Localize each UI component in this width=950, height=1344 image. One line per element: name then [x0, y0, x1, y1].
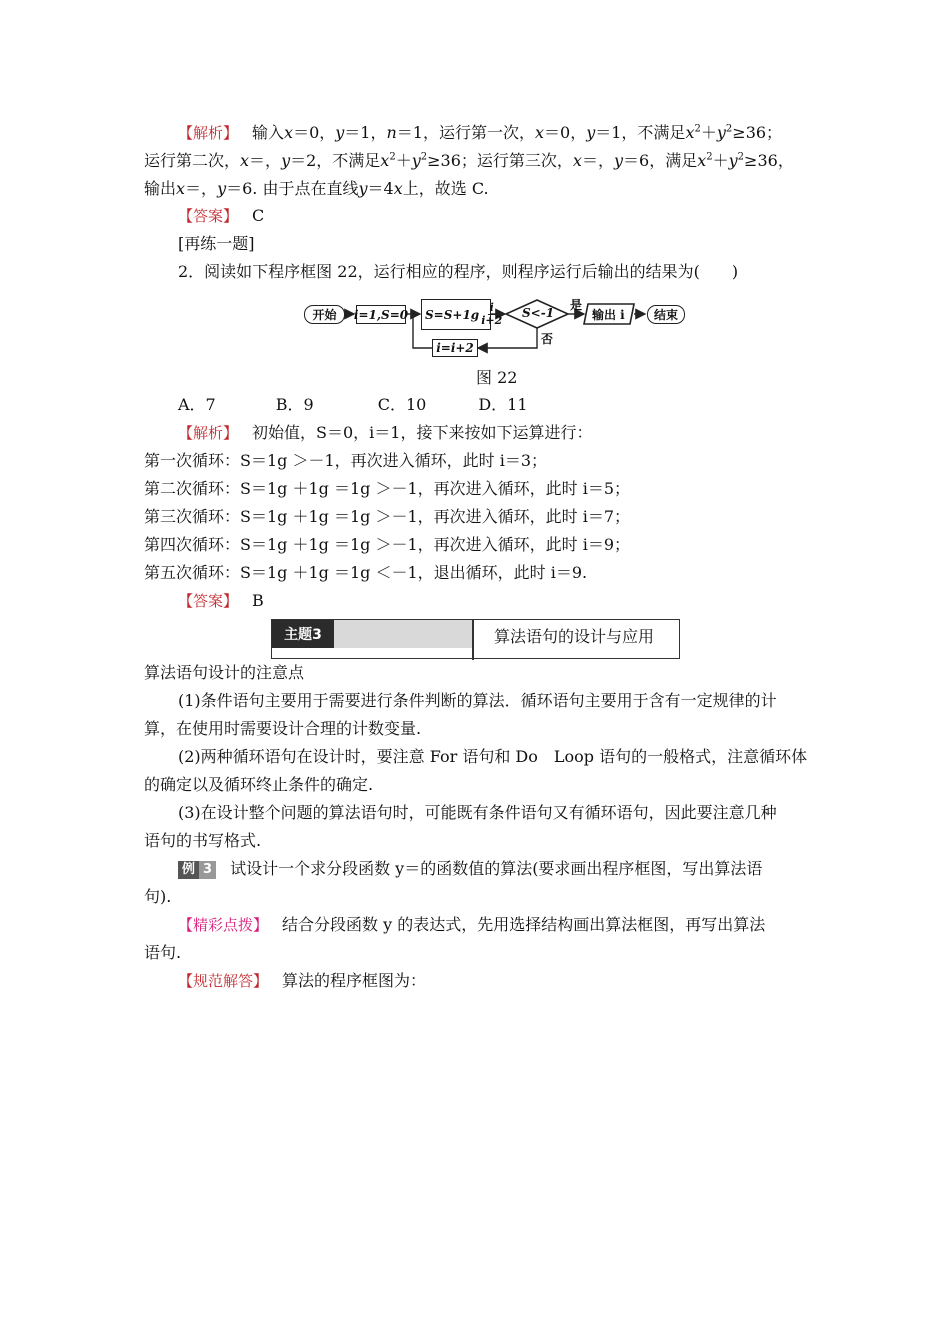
- hint-line-1: [178, 915, 765, 935]
- text: ＝1，运行第一次，: [396, 123, 535, 142]
- text: ＝6，满足: [623, 151, 698, 170]
- text: ＝0，: [293, 123, 336, 142]
- text: ＝，: [185, 179, 218, 198]
- text: ＋: [395, 151, 412, 170]
- example-icon: 例: [178, 861, 199, 879]
- text: ＝2，不满足: [290, 151, 381, 170]
- text: ＝，: [249, 151, 282, 170]
- var: x: [284, 123, 294, 142]
- var: x: [697, 151, 707, 170]
- note-3b: 语句的书写格式.: [144, 831, 262, 850]
- var: x: [176, 179, 186, 198]
- topic-divider: [472, 620, 474, 660]
- standard-solution-tag: 【规范解答】: [178, 972, 269, 990]
- var: y: [613, 151, 624, 170]
- var: x: [393, 179, 403, 198]
- solution2-intro: [178, 423, 592, 443]
- condition-text: S<-1: [522, 306, 555, 320]
- increment-box: i=i+2: [432, 339, 478, 357]
- start-terminal: 开始: [304, 305, 345, 324]
- text: 输入: [252, 123, 285, 142]
- analysis-tag: 【解析】: [178, 424, 239, 442]
- loop-line-2: 第二次循环：S＝1g ＋1g ＝1g ＞－1，再次进入循环，此时 i＝5；: [144, 479, 631, 498]
- var: y: [358, 179, 368, 198]
- loop-line-5: 第五次循环：S＝1g ＋1g ＝1g ＜－1，退出循环，此时 i＝9.: [144, 563, 588, 582]
- practice-label: [再练一题]: [178, 234, 255, 253]
- option-d: D．11: [478, 395, 528, 414]
- text: ≥36；运行第三次，: [427, 151, 573, 170]
- text: 上，故选 C.: [402, 179, 489, 198]
- var: y: [335, 123, 345, 142]
- intro-text: 初始值，S＝0，i＝1，接下来按如下运算进行：: [252, 423, 593, 442]
- example-text: 试设计一个求分段函数 y＝的函数值的算法(要求画出程序框图，写出算法语: [230, 859, 763, 878]
- topic-title: 算法语句的设计与应用: [494, 627, 655, 646]
- text: ＝1，不满足: [595, 123, 686, 142]
- solution-line-1: [178, 123, 782, 143]
- var: y: [217, 179, 227, 198]
- exponent: 2: [725, 123, 733, 135]
- exponent: 2: [389, 151, 396, 163]
- options-row: [178, 395, 528, 415]
- exponent: 2: [420, 151, 428, 163]
- text: ≥36；: [732, 123, 783, 142]
- var: y: [281, 151, 291, 170]
- end-terminal: 结束: [647, 305, 685, 324]
- var: x: [240, 151, 250, 170]
- exponent: 2: [694, 123, 701, 135]
- note-3a: (3)在设计整个问题的算法语句时，可能既有条件语句又有循环语句，因此要注意几种: [178, 803, 777, 822]
- option-c: C．10: [377, 395, 427, 414]
- text: 输出: [144, 179, 177, 198]
- standard-solution-line: [178, 971, 426, 991]
- text: ＝4: [367, 179, 394, 198]
- note-1b: 算，在使用时需要设计合理的计数变量.: [144, 719, 422, 738]
- fraction-numerator: i: [489, 301, 494, 314]
- notes-heading: 算法语句设计的注意点: [144, 663, 305, 682]
- solution-line-3: [144, 179, 489, 199]
- text: ＋: [712, 151, 729, 170]
- answer-line-1: [178, 206, 264, 226]
- answer-value: B: [252, 591, 264, 610]
- answer-value: C: [252, 206, 265, 225]
- var: n: [386, 123, 397, 142]
- text: ＝，: [581, 151, 614, 170]
- option-a: A．7: [178, 395, 216, 414]
- var: y: [728, 151, 738, 170]
- yes-label: 是: [570, 298, 583, 312]
- var: x: [572, 151, 582, 170]
- var: y: [586, 123, 596, 142]
- question-2: 2．阅读如下程序框图 22，运行相应的程序，则程序运行后输出的结果为( ): [178, 262, 739, 281]
- var: y: [411, 151, 421, 170]
- text: ＋: [700, 123, 717, 142]
- assign-text: S=S+1g: [425, 307, 480, 322]
- note-2a: (2)两种循环语句在设计时，要注意 For 语句和 Do Loop 语句的一般格式，注意循环体: [178, 747, 808, 766]
- hint-tag: 【精彩点拨】: [178, 916, 269, 934]
- text: ≥36，: [744, 151, 794, 170]
- example-number: 3: [199, 861, 216, 879]
- var: x: [534, 123, 545, 142]
- no-label: 否: [541, 332, 554, 346]
- note-1a: (1)条件语句主要用于需要进行条件判断的算法．循环语句主要用于含有一定规律的计: [178, 691, 777, 710]
- answer-tag: 【答案】: [178, 592, 239, 610]
- text: ＝1，: [344, 123, 387, 142]
- topic-label: 主题3: [272, 620, 334, 648]
- exponent: 2: [737, 151, 745, 163]
- fraction-denominator: i+2: [481, 314, 503, 327]
- figure-caption: 图 22: [476, 368, 518, 387]
- loop-line-1: 第一次循环：S＝1g ＞－1，再次进入循环，此时 i＝3；: [144, 451, 548, 470]
- note-2b: 的确定以及循环终止条件的确定.: [144, 775, 374, 794]
- var: x: [380, 151, 390, 170]
- init-box: i=1,S=0: [356, 305, 406, 324]
- option-b: B．9: [275, 395, 314, 414]
- fraction: [481, 302, 502, 327]
- answer-line-2: [178, 591, 264, 611]
- loop-line-4: 第四次循环：S＝1g ＋1g ＝1g ＞－1，再次进入循环，此时 i＝9；: [144, 535, 631, 554]
- assign-box: [421, 299, 503, 330]
- example-line-2: 句).: [144, 887, 172, 906]
- example-line-1: [178, 859, 762, 879]
- text: ＝0，: [544, 123, 587, 142]
- exponent: 2: [706, 151, 713, 163]
- var: x: [685, 123, 695, 142]
- hint-text: 结合分段函数 y 的表达式，先用选择结构画出算法框图，再写出算法: [282, 915, 766, 934]
- analysis-tag: 【解析】: [178, 124, 239, 142]
- answer-tag: 【答案】: [178, 207, 239, 225]
- text: 运行第二次，: [144, 151, 241, 170]
- topic-banner: [271, 619, 680, 659]
- loop-line-3: 第三次循环：S＝1g ＋1g ＝1g ＞－1，再次进入循环，此时 i＝7；: [144, 507, 631, 526]
- flowchart: [300, 294, 690, 360]
- text: ＝6. 由于点在直线: [226, 179, 359, 198]
- standard-solution-text: 算法的程序框图为：: [282, 971, 427, 990]
- var: y: [716, 123, 726, 142]
- output-text: 输出 i: [592, 308, 625, 322]
- solution-line-2: [144, 151, 794, 171]
- hint-line-2: 语句.: [144, 943, 182, 962]
